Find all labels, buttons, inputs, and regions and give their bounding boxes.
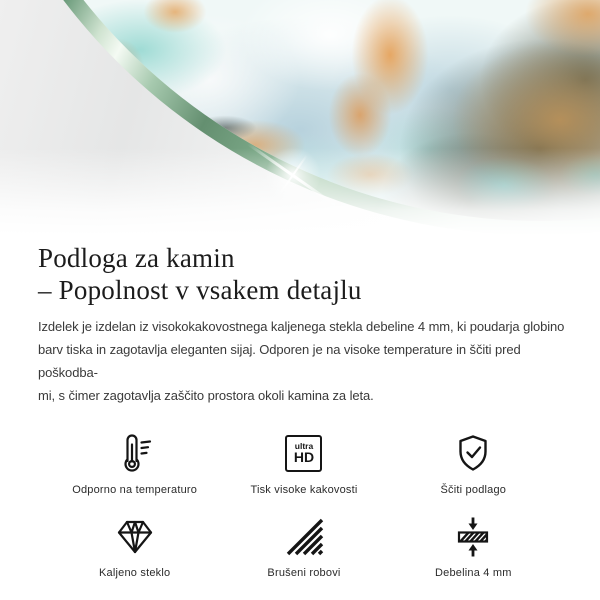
page-title-line2: – Popolnost v vsakem detajlu <box>38 275 362 305</box>
feature-temperature <box>50 431 219 496</box>
feature-print-quality <box>219 431 388 496</box>
description-line: mi, s čimer zagotavlja zaščito prostora okoli kamina za leta. <box>38 388 374 403</box>
feature-label: Brušeni robovi <box>267 567 341 579</box>
feature-label: Ščiti podlago <box>440 484 507 496</box>
diamond-icon <box>113 514 157 558</box>
page-title-line1: Podloga za kamin <box>38 243 235 273</box>
hero-bottom-fade <box>0 148 600 240</box>
description-line: barv tiska in zagotavlja eleganten sijaj. Odporen je na visoke temperature in ščiti pred poškodba- <box>38 342 521 380</box>
description-line: Izdelek je izdelan iz visokokakovostnega kaljenega stekla debeline 4 mm, ki poudarja globino <box>38 319 565 334</box>
thickness-icon <box>451 514 495 558</box>
feature-label: Tisk visoke kakovosti <box>250 484 358 496</box>
shield-check-icon <box>451 431 495 475</box>
feature-label: Kaljeno steklo <box>99 567 171 579</box>
beveled-edges-icon <box>282 514 326 558</box>
ultra-hd-icon <box>285 431 322 475</box>
feature-beveled-edges <box>219 514 388 579</box>
page-title <box>38 242 570 306</box>
hd-label: HD <box>293 449 315 465</box>
product-description-text <box>38 315 570 407</box>
feature-label: Odporno na temperaturo <box>72 484 198 496</box>
ultra-label: ultra <box>294 441 314 451</box>
product-description-section <box>0 242 600 579</box>
feature-grid <box>38 431 570 579</box>
feature-thickness <box>389 514 558 579</box>
thermometer-icon <box>113 431 157 475</box>
feature-tempered-glass <box>50 514 219 579</box>
feature-protects-surface <box>389 431 558 496</box>
feature-label: Debelina 4 mm <box>435 567 512 579</box>
product-hero-image <box>0 0 600 240</box>
